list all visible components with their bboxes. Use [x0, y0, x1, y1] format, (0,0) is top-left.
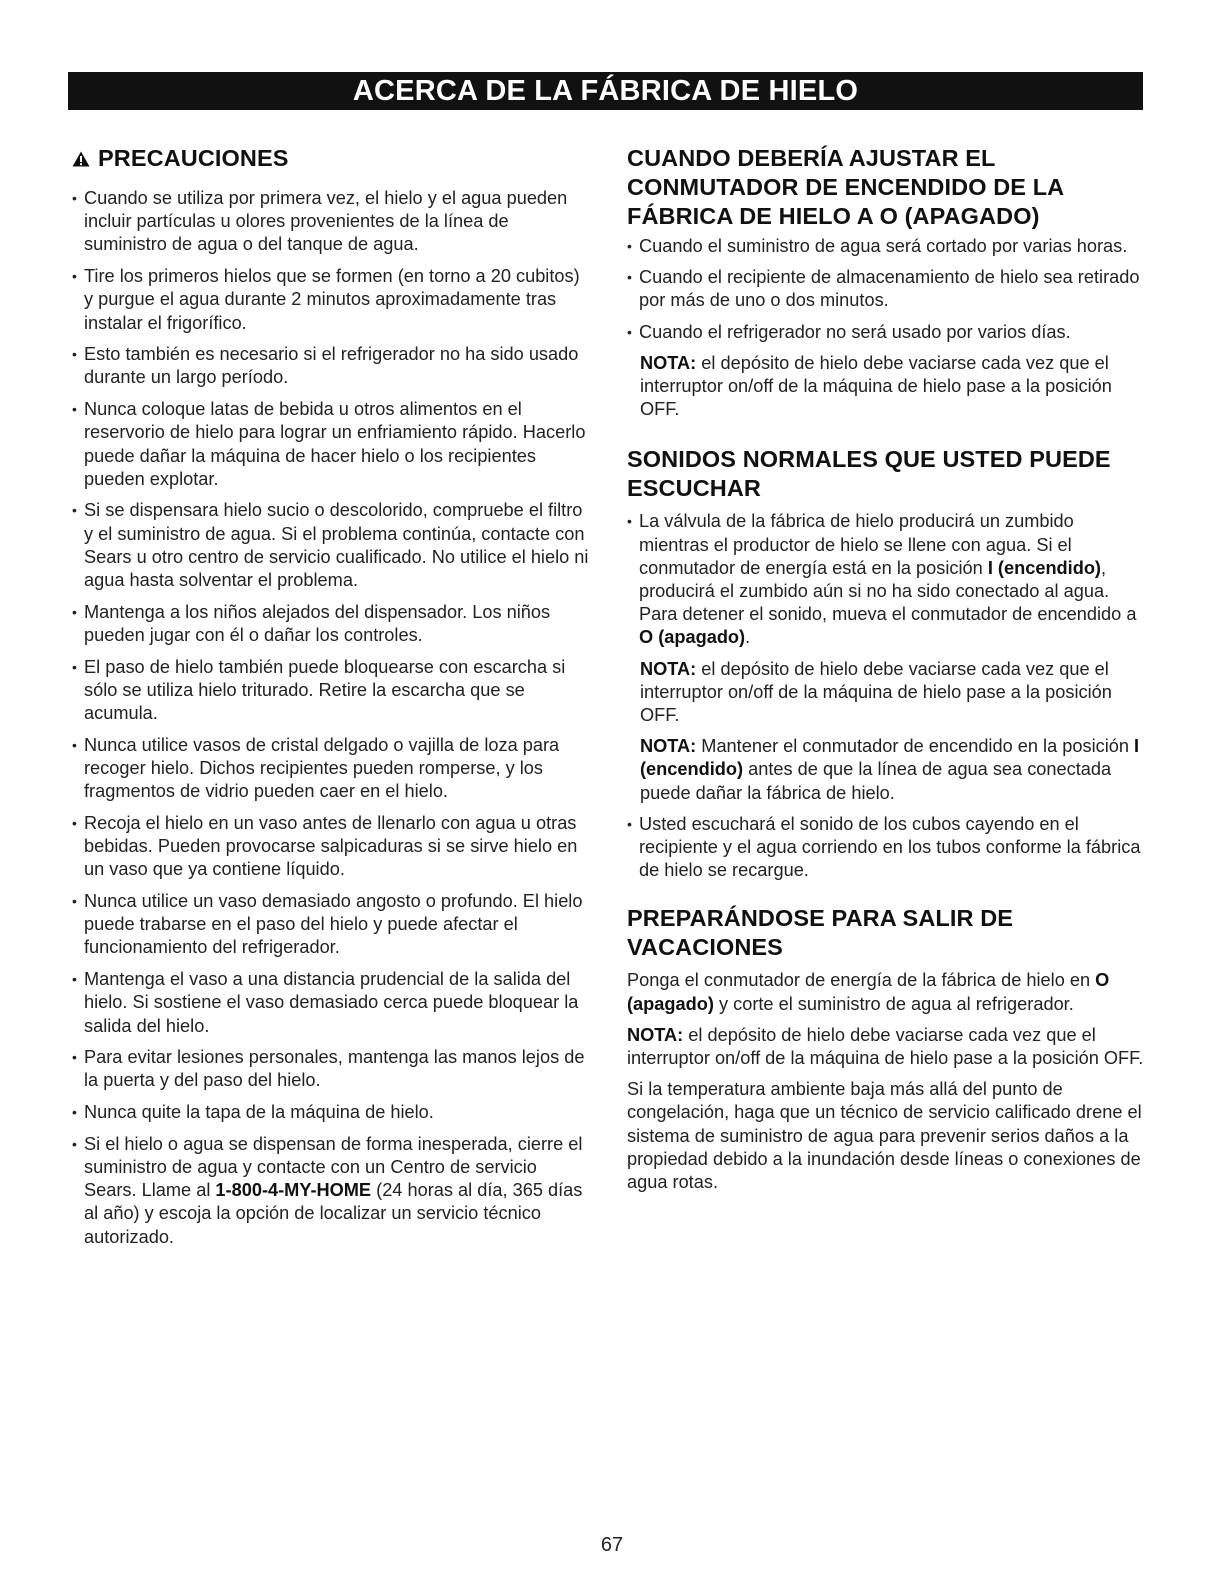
vacation-text-1: Ponga el conmutador de energía de la fábrica de hielo en — [627, 970, 1096, 991]
note-text: el depósito de hielo debe vaciarse cada vez que el interruptor on/off de la máquina de hielo pase a la posición OFF. — [627, 1024, 1144, 1069]
service-text-after: (24 horas al día, 365 días al año) y escoja la opción de localizar un servicio técnico autorizado. — [84, 1180, 583, 1247]
list-item: • Mantenga a los niños alejados del dispensador. Los niños pueden jugar con él o dañar los controles. — [72, 601, 592, 647]
list-item-service-contact — [72, 1133, 592, 1249]
list-item: • Cuando se utiliza por primera vez, el hielo y el agua pueden incluir partículas u olores provenientes de la línea de suministro de agua o del tanque de agua. — [72, 187, 592, 257]
list-item: • Tire los primeros hielos que se formen (en torno a 20 cubitos) y purgue el agua durante 2 minutos aproximadamente tras instalar el frigorífico. — [72, 265, 592, 335]
sound-text-1: La válvula de la fábrica de hielo producirá un zumbido mientras el productor de hielo se llene con agua. Si el conmutador de energía está en la posición — [639, 511, 1074, 578]
left-column — [72, 144, 592, 1257]
note-label: NOTA: — [627, 1024, 684, 1045]
service-phone-number: 1-800-4-MY-HOME — [215, 1180, 372, 1201]
precautions-heading: PRECAUCIONES — [98, 145, 289, 171]
list-item: • El paso de hielo también puede bloquearse con escarcha si sólo se utiliza hielo triturado. Retire la escarcha que se acumula. — [72, 656, 592, 726]
note-text: el depósito de hielo debe vaciarse cada vez que el interruptor on/off de la máquina de hielo pase a la posición OFF. — [640, 352, 1112, 420]
sound-text-2: , producirá el zumbido aún si no ha sido conectado al agua. Para detener el sonido, mueva el conmutador de encendido a — [639, 557, 1137, 625]
switch-off-heading: CUANDO DEBERÍA AJUSTAR EL CONMUTADOR DE ENCENDIDO DE LA FÁBRICA DE HIELO A O (APAGADO) — [627, 145, 1064, 229]
note-paragraph — [627, 735, 1147, 805]
list-item: • Recoja el hielo en un vaso antes de llenarlo con agua u otras bebidas. Pueden provocarse salpicaduras si se sirve hielo en un vaso que ya contiene líquido. — [72, 812, 592, 882]
note-text: el depósito de hielo debe vaciarse cada vez que el interruptor on/off de la máquina de hielo pase a la posición OFF. — [640, 658, 1112, 726]
vacation-bold: O (apagado) — [627, 970, 1110, 1014]
note-label: NOTA: — [640, 352, 697, 373]
warning-triangle-icon — [72, 151, 90, 167]
note-text-1: Mantener el conmutador de encendido en la posición — [696, 736, 1135, 757]
precautions-list — [72, 187, 592, 1249]
sound-bold-1: I (encendido) — [987, 557, 1101, 578]
note-bold: I (encendido) — [640, 736, 1140, 780]
vacation-text-2: y corte el suministro de agua al refrigerador. — [713, 993, 1074, 1014]
note-text-2: antes de que la línea de agua sea conectada puede dañar la fábrica de hielo. — [640, 759, 1112, 803]
list-item: • Para evitar lesiones personales, mantenga las manos lejos de la puerta y del paso del hielo. — [72, 1046, 592, 1092]
page-banner-title: ACERCA DE LA FÁBRICA DE HIELO — [68, 72, 1143, 110]
note-paragraph — [627, 658, 1147, 728]
precautions-heading-row — [72, 144, 592, 173]
right-column — [627, 144, 1147, 1202]
note-paragraph — [627, 1024, 1147, 1070]
page-number: 67 — [600, 1534, 624, 1556]
freezing-paragraph: Si la temperatura ambiente baja más allá del punto de congelación, haga que un técnico de servicio calificado drene el sistema de suministro de agua para prevenir serios daños a la propiedad debido a la inundación desde líneas o conexiones de agua rotas. — [627, 1079, 1142, 1193]
sound-bold-2: O (apagado) — [639, 627, 746, 648]
list-item — [627, 510, 1147, 649]
list-item: • Nunca coloque latas de bebida u otros alimentos en el reservorio de hielo para lograr un enfriamiento rápido. Hacerlo puede dañar la máquina de hacer hielo o los recipientes pueden explotar. — [72, 398, 592, 491]
list-item: • Mantenga el vaso a una distancia prudencial de la salida del hielo. Si sostiene el vaso demasiado cerca puede bloquear la salida del hielo. — [72, 968, 592, 1038]
note-label: NOTA: — [640, 736, 697, 757]
switch-off-list — [627, 235, 1147, 344]
service-text-before: Si el hielo o agua se dispensan de forma inesperada, cierre el suministro de agua y contacte con un Centro de servicio Sears. Llame al — [84, 1133, 583, 1201]
list-item: • Cuando el suministro de agua será cortado por varias horas. — [627, 235, 1147, 258]
list-item: • Nunca quite la tapa de la máquina de hielo. — [72, 1101, 592, 1124]
sound-text-3: . — [745, 627, 751, 648]
note-paragraph — [627, 352, 1147, 422]
normal-sounds-list — [627, 510, 1147, 649]
list-item: • Cuando el recipiente de almacenamiento de hielo sea retirado por más de uno o dos minutos. — [627, 266, 1147, 312]
list-item: • Nunca utilice vasos de cristal delgado o vajilla de loza para recoger hielo. Dichos recipientes pueden romperse, y los fragmentos de vidrio pueden caer en el hielo. — [72, 734, 592, 804]
list-item: • Si se dispensara hielo sucio o descolorido, compruebe el filtro y el suministro de agua. Si el problema continúa, contacte con Sears u otro centro de servicio cualificado. No utilice el hielo ni agua hasta solventar el problema. — [72, 499, 592, 592]
list-item: • Nunca utilice un vaso demasiado angosto o profundo. El hielo puede trabarse en el paso del hielo y puede afectar el funcionamiento del refrigerador. — [72, 890, 592, 960]
list-item: • Esto también es necesario si el refrigerador no ha sido usado durante un largo período. — [72, 343, 592, 389]
vacation-heading: PREPARÁNDOSE PARA SALIR DE VACACIONES — [627, 905, 1014, 961]
list-item: • Usted escuchará el sonido de los cubos cayendo en el recipiente y el agua corriendo en los tubos conforme la fábrica de hielo se recargue. — [627, 813, 1147, 883]
normal-sounds-heading: SONIDOS NORMALES QUE USTED PUEDE ESCUCHAR — [627, 446, 1111, 502]
normal-sounds-list-2 — [627, 813, 1147, 883]
vacation-paragraph — [627, 969, 1147, 1015]
note-label: NOTA: — [640, 658, 697, 679]
list-item: • Cuando el refrigerador no será usado por varios días. — [627, 321, 1147, 344]
